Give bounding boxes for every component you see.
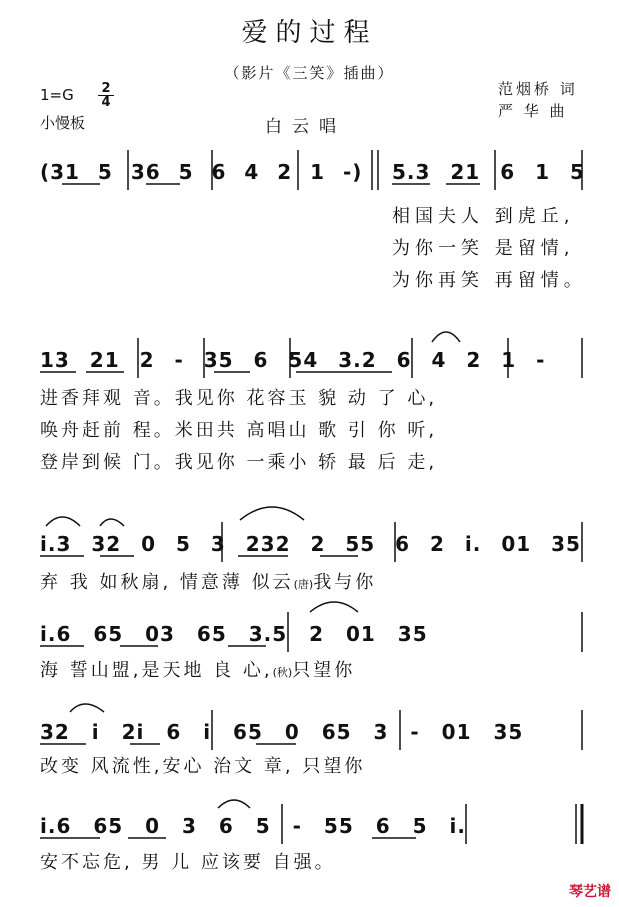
composer-credit: 严 华 曲 [498,102,568,120]
system5-notes: 32 i 2i 6 i 65 0 65 3 - 01 35 [40,720,524,744]
system2-lyric-3: 登岸到候 门。我见你 一乘小 轿 最 后 走, [40,452,438,473]
system1-notes-intro: (31 5 36 5 6 4 2 1 -) [40,160,363,184]
system3-notes: i.3 32 0 5 3 232 2 55 6 2 i. 01 35 [40,532,581,556]
system1-lyric-2: 为你一笑 是留情, [392,238,575,259]
system3-lyric-annotation: (唐) [293,578,314,591]
time-signature-top: 2 [101,81,111,96]
slur [310,602,358,612]
system1-notes-verse: 5.3 21 6 1 5 [392,160,585,184]
song-subtitle: （影片《三笑》插曲） [224,64,395,82]
system4-lyric-annotation: (秋) [272,666,293,679]
singer-credit: 白云唱 [265,117,346,137]
song-title: 爱的过程 [241,18,378,48]
system2-notes: 13 21 2 - 35 6 54 3.2 6 4 2 1 - [40,348,546,372]
time-signature-bottom: 4 [98,95,114,109]
slur [70,704,104,712]
slur [240,507,304,520]
system4-lyric-main: 海 誓山盟,是天地 良 心, [40,660,273,681]
system6-notes: i.6 65 0 3 6 5 - 55 6 5 i. [40,814,466,838]
system4-lyric-tail: 只望你 [292,660,356,681]
system6-lyric: 安不忘危, 男 儿 应该要 自强。 [40,852,336,873]
slur [218,800,250,808]
system2-lyric-1: 进香拜观 音。我见你 花容玉 貌 动 了 心, [40,388,438,409]
slur [100,519,124,526]
system1-lyric-1: 相国夫人 到虎丘, [392,206,575,227]
system2-lyric-2: 唤舟赶前 程。米田共 高唱山 歌 引 你 听, [40,420,438,441]
tempo-marking: 小慢板 [40,114,86,132]
system3-lyric-main: 弃 我 如秋扇, 情意薄 似云 [40,572,294,593]
watermark-logo: 琴艺谱 [569,884,611,900]
system3-lyric-tail: 我与你 [313,572,377,593]
key-signature: 1=G [40,86,74,104]
system1-lyric-3: 为你再笑 再留情。 [392,270,587,291]
lyricist-credit: 范烟桥 词 [498,80,578,98]
system4-notes: i.6 65 03 65 3.5 2 01 35 [40,622,428,646]
system5-lyric: 改变 风流性,安心 治文 章, 只望你 [40,756,366,777]
slur [432,332,460,342]
slur [46,517,80,526]
